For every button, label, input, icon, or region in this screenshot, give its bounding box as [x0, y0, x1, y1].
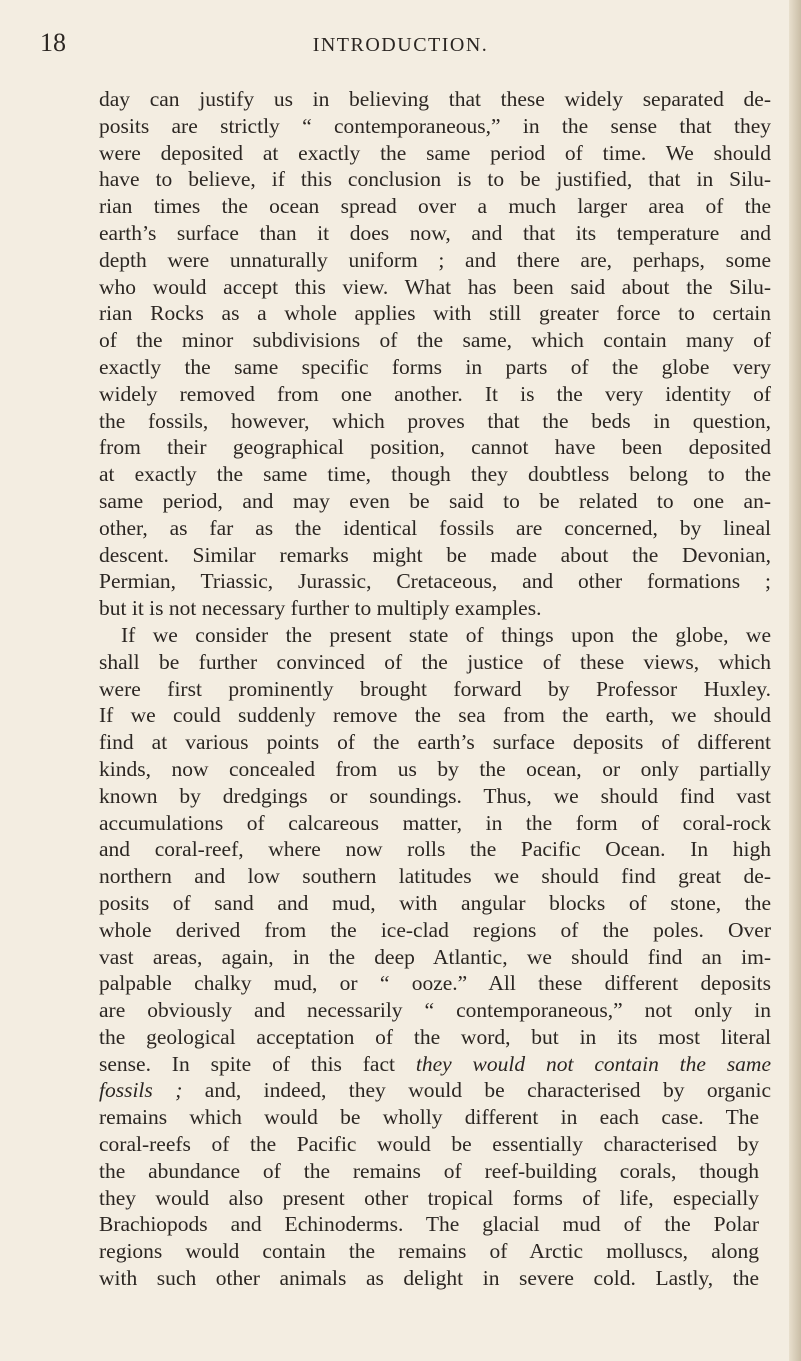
text-line-with-italic — [99, 1051, 771, 1078]
italic-text: fossils ; — [99, 1078, 183, 1103]
text-line: northern and low southern latitudes we should find great de- — [99, 864, 771, 889]
text-line: but it is not necessary further to multiply examples. — [99, 596, 542, 621]
text-line: day can justify us in believing that these widely separated de- — [99, 87, 771, 111]
text-line: whole derived from the ice-clad regions of the poles. Over — [99, 917, 771, 942]
running-head: INTRODUCTION. — [312, 34, 489, 56]
text-line: kinds, now concealed from us by the ocean, or only partially — [99, 756, 771, 781]
text-line: Brachiopods and Echinoderms. The glacial mud of the Polar — [99, 1212, 759, 1237]
text-line: palpable chalky mud, or “ ooze.” All these different deposits — [99, 971, 771, 996]
text-line: the fossils, however, which proves that the beds in question, — [99, 408, 771, 433]
text-line: who would accept this view. What has been said about the Silu- — [99, 274, 771, 299]
text-line: other, as far as the identical fossils are concerned, by lineal — [99, 515, 771, 540]
text-line-with-italic — [99, 1077, 771, 1104]
text-line: accumulations of calcareous matter, in the form of coral-rock — [99, 810, 771, 835]
text-line: find at various points of the earth’s surface deposits of different — [99, 730, 771, 755]
text-line: depth were unnaturally uniform ; and there are, perhaps, some — [99, 247, 771, 272]
text-line: rian times the ocean spread over a much larger area of the — [99, 194, 771, 219]
text-line: from their geographical position, cannot have been deposited — [99, 435, 771, 460]
text-line: same period, and may even be said to be related to one an- — [99, 488, 771, 513]
text-line: posits of sand and mud, with angular blocks of stone, the — [99, 890, 771, 915]
text-line: shall be further convinced of the justice of these views, which — [99, 649, 771, 674]
text-line: were first prominently brought forward by Professor Huxley. — [99, 676, 771, 701]
text-line: were deposited at exactly the same period of time. We should — [99, 140, 771, 165]
page-edge — [789, 0, 801, 1361]
text-line: Permian, Triassic, Jurassic, Cretaceous, and other formations ; — [99, 569, 771, 594]
body-text — [99, 86, 771, 1292]
text-line: they would also present other tropical forms of life, especially — [99, 1185, 759, 1210]
text-line: If we could suddenly remove the sea from the earth, we should — [99, 703, 771, 728]
text-line: and coral-reef, where now rolls the Pacific Ocean. In high — [99, 837, 771, 862]
text-line: the abundance of the remains of reef-building corals, though — [99, 1158, 759, 1183]
roman-text: and, indeed, they would be characterised by organic — [182, 1078, 771, 1103]
text-line: with such other animals as delight in severe cold. Lastly, the — [99, 1266, 759, 1291]
text-line: the geological acceptation of the word, but in its most literal — [99, 1024, 771, 1049]
text-line: posits are strictly “ contemporaneous,” in the sense that they — [99, 113, 771, 138]
text-line: rian Rocks as a whole applies with still greater force to certain — [99, 301, 771, 326]
text-line: descent. Similar remarks might be made about the Devonian, — [99, 542, 771, 567]
text-line: known by dredgings or soundings. Thus, we should find vast — [99, 783, 771, 808]
roman-text: sense. In spite of this fact — [99, 1051, 416, 1076]
text-line: at exactly the same time, though they doubtless belong to the — [99, 462, 771, 487]
italic-text: they would not contain the same — [415, 1051, 771, 1076]
text-line: exactly the same specific forms in parts of the globe very — [99, 354, 771, 379]
text-line: of the minor subdivisions of the same, which contain many of — [99, 328, 771, 353]
text-line: earth’s surface than it does now, and that its temperature and — [99, 220, 771, 245]
text-line: remains which would be wholly different in each case. The — [99, 1105, 759, 1130]
text-line: vast areas, again, in the deep Atlantic, we should find an im- — [99, 944, 771, 969]
page-number: 18 — [40, 28, 66, 57]
text-line: widely removed from one another. It is the very identity of — [99, 381, 771, 406]
text-line: coral-reefs of the Pacific would be essentially characterised by — [99, 1132, 759, 1157]
text-line: regions would contain the remains of Arctic molluscs, along — [99, 1239, 759, 1264]
paragraph-first-line: If we consider the present state of things upon the globe, we — [121, 622, 771, 647]
text-line: are obviously and necessarily “ contemporaneous,” not only in — [99, 998, 771, 1023]
text-line: have to believe, if this conclusion is to be justified, that in Silu- — [99, 167, 771, 192]
